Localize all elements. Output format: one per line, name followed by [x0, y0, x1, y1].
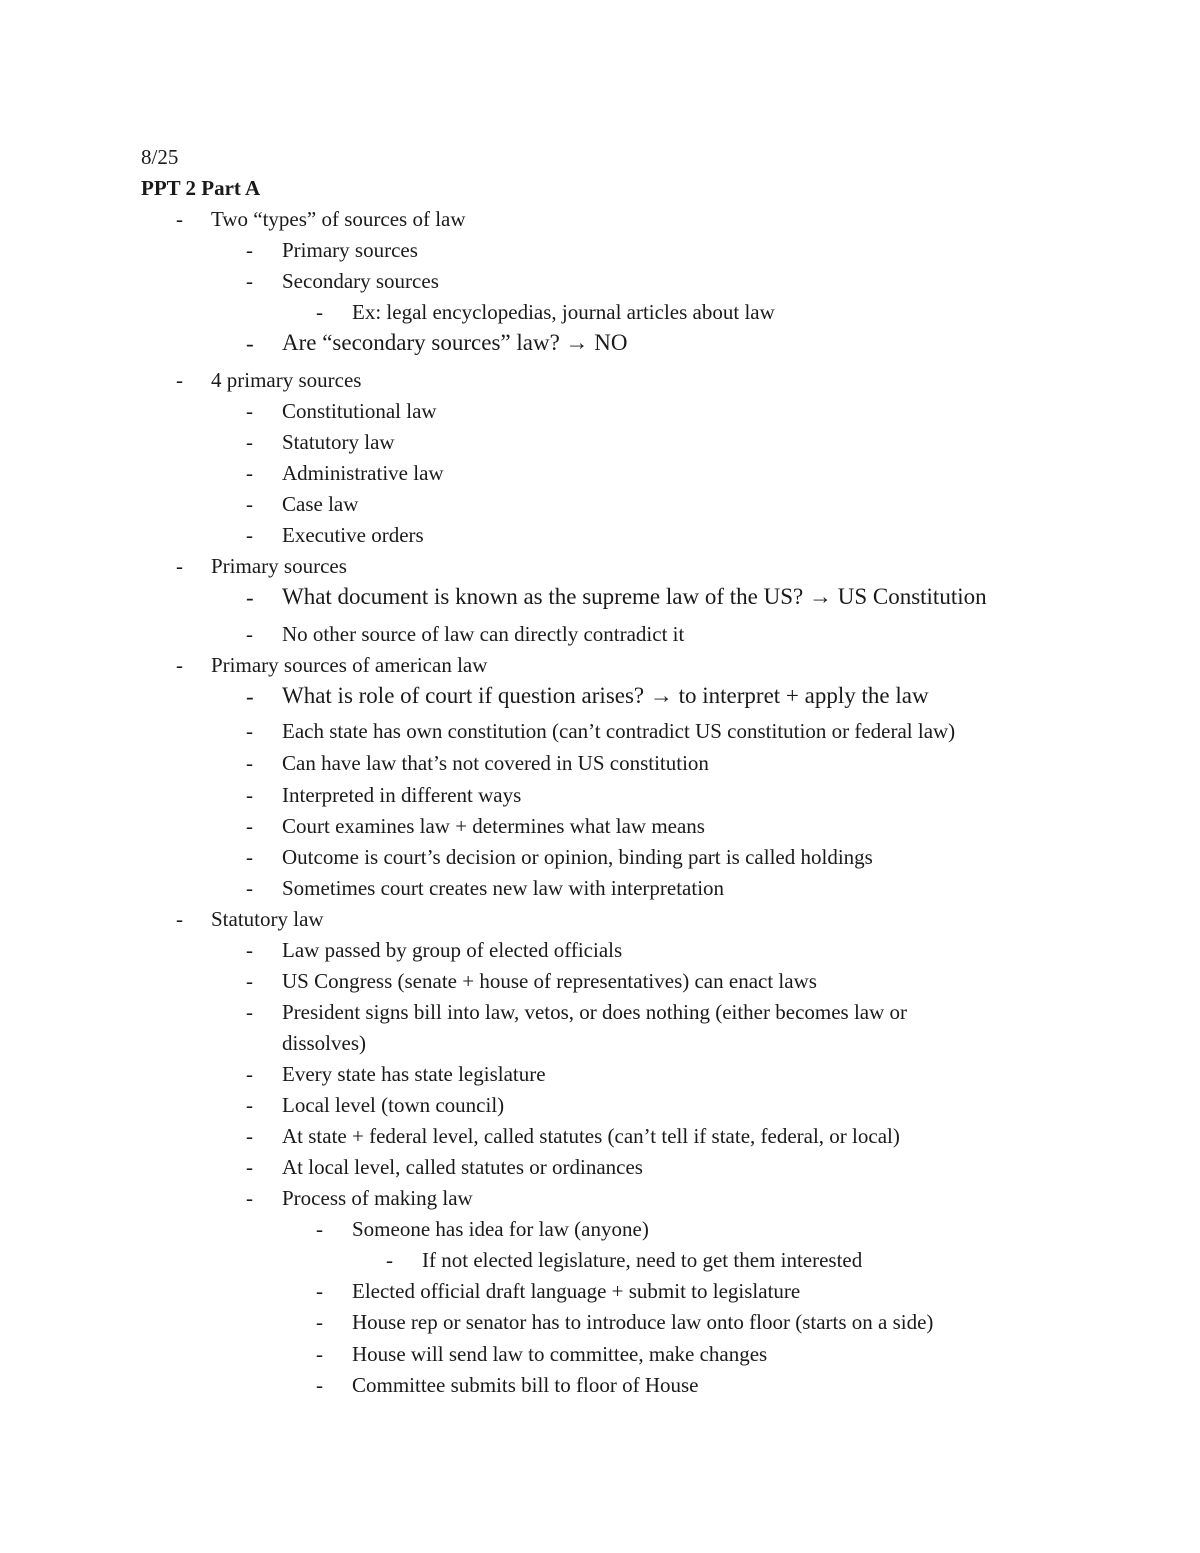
list-item-text: Primary sources: [211, 554, 347, 578]
list-item-text: US Congress (senate + house of representatives) can enact laws: [282, 969, 817, 993]
bullet-dash: -: [246, 684, 254, 709]
list-item-text: What document is known as the supreme law of the US? → US Constitution: [282, 584, 987, 609]
list-item-text: Secondary sources: [282, 269, 439, 293]
list-item-text: House rep or senator has to introduce law onto floor (starts on a side): [352, 1310, 934, 1334]
list-item-text: 4 primary sources: [211, 368, 362, 392]
list-item-text: If not elected legislature, need to get them interested: [422, 1248, 863, 1272]
note-heading: PPT 2 Part A: [141, 176, 261, 200]
bullet-dash: -: [176, 907, 183, 931]
bullet-dash: -: [316, 1279, 323, 1303]
list-item-text: Process of making law: [282, 1186, 473, 1210]
list-item-text: No other source of law can directly contradict it: [282, 622, 685, 646]
bullet-dash: -: [386, 1248, 393, 1272]
list-item-text: Each state has own constitution (can’t contradict US constitution or federal law): [282, 719, 956, 743]
list-item-text: Someone has idea for law (anyone): [352, 1217, 649, 1241]
list-item-text: Constitutional law: [282, 399, 437, 423]
bullet-dash: -: [246, 622, 253, 646]
bullet-dash: -: [246, 719, 253, 743]
list-item-text: President signs bill into law, vetos, or does nothing (either becomes law or: [282, 1000, 908, 1024]
list-item-text: Primary sources: [282, 238, 418, 262]
list-item-continuation: dissolves): [282, 1031, 366, 1055]
list-item-text: Local level (town council): [282, 1093, 505, 1117]
list-item-text: Committee submits bill to floor of House: [352, 1373, 699, 1397]
bullet-dash: -: [246, 876, 253, 900]
list-item-text: Two “types” of sources of law: [211, 207, 466, 231]
bullet-dash: -: [316, 1342, 323, 1366]
bullet-dash: -: [246, 814, 253, 838]
list-item-text: Can have law that’s not covered in US constitution: [282, 751, 709, 775]
list-item-text: Elected official draft language + submit to legislature: [352, 1279, 801, 1303]
bullet-dash: -: [176, 368, 183, 392]
note-date: 8/25: [141, 145, 179, 169]
bullet-dash: -: [246, 269, 253, 293]
bullet-dash: -: [246, 1186, 253, 1210]
list-item-text: Primary sources of american law: [211, 653, 488, 677]
list-item-text: Statutory law: [211, 907, 324, 931]
bullet-dash: -: [246, 1093, 253, 1117]
bullet-dash: -: [316, 1217, 323, 1241]
list-item-text: Executive orders: [282, 523, 424, 547]
list-item-text: Case law: [282, 492, 359, 516]
list-item-text: What is role of court if question arises? → to interpret + apply the law: [282, 683, 929, 708]
list-item-text: Administrative law: [282, 461, 444, 485]
bullet-dash: -: [246, 492, 253, 516]
bullet-dash: -: [246, 461, 253, 485]
list-item-text: Every state has state legislature: [282, 1062, 546, 1086]
bullet-dash: -: [246, 969, 253, 993]
bullet-dash: -: [246, 845, 253, 869]
list-item-text: Are “secondary sources” law? → NO: [282, 330, 628, 355]
bullet-dash: -: [246, 783, 253, 807]
bullet-dash: -: [176, 207, 183, 231]
bullet-dash: -: [246, 430, 253, 454]
bullet-dash: -: [246, 585, 254, 610]
bullet-dash: -: [246, 399, 253, 423]
bullet-dash: -: [246, 1124, 253, 1148]
list-item-text: Court examines law + determines what law means: [282, 814, 705, 838]
bullet-dash: -: [246, 938, 253, 962]
list-item-text: Statutory law: [282, 430, 395, 454]
list-item-text: Law passed by group of elected officials: [282, 938, 623, 962]
list-item-text: House will send law to committee, make changes: [352, 1342, 768, 1366]
bullet-dash: -: [246, 523, 253, 547]
list-item-text: Ex: legal encyclopedias, journal articles about law: [352, 300, 775, 324]
list-item-text: At state + federal level, called statutes (can’t tell if state, federal, or local): [282, 1124, 900, 1148]
bullet-dash: -: [246, 1062, 253, 1086]
bullet-dash: -: [176, 653, 183, 677]
bullet-dash: -: [176, 554, 183, 578]
bullet-dash: -: [246, 751, 253, 775]
bullet-dash: -: [246, 238, 253, 262]
bullet-dash: -: [316, 1373, 323, 1397]
bullet-dash: -: [316, 300, 323, 324]
list-item-text: At local level, called statutes or ordinances: [282, 1155, 643, 1179]
bullet-dash: -: [246, 1155, 253, 1179]
bullet-dash: -: [246, 331, 254, 356]
list-item-text: Sometimes court creates new law with interpretation: [282, 876, 725, 900]
bullet-dash: -: [246, 1000, 253, 1024]
list-item-text: Interpreted in different ways: [282, 783, 522, 807]
list-item-text: Outcome is court’s decision or opinion, binding part is called holdings: [282, 845, 873, 869]
bullet-dash: -: [316, 1310, 323, 1334]
